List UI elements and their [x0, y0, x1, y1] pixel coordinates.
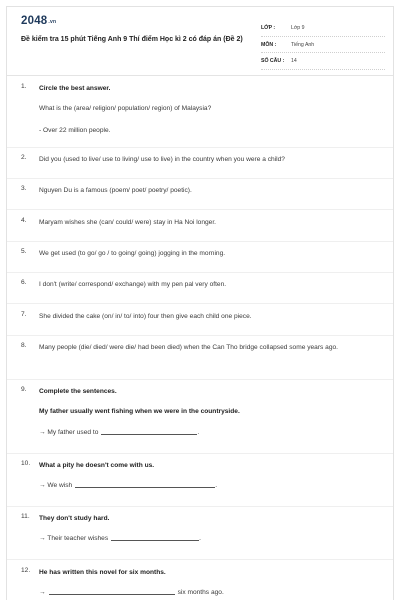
answer-blank[interactable] — [101, 428, 200, 436]
question-sentence: What a pity he doesn't come with us. — [39, 462, 155, 469]
meta-key: MÔN : — [261, 41, 277, 48]
question-12-rewrite — [39, 588, 379, 598]
logo-tld: .vn — [48, 19, 57, 25]
document-header — [7, 7, 393, 71]
question-number: 1. — [21, 83, 27, 90]
header-divider — [7, 75, 393, 76]
question-number: 12. — [21, 567, 31, 574]
question-number: 5. — [21, 248, 27, 255]
separator — [7, 559, 393, 560]
rewrite-prefix: → — [39, 589, 46, 596]
question-text: She divided the cake (on/ in/ to/ into) four then give each child one piece. — [39, 313, 252, 320]
rewrite-prefix: → Their teacher wishes — [39, 535, 109, 542]
question-sentence: He has written this novel for six months. — [39, 569, 166, 576]
question-text: I don't (write/ correspond/ exchange) with my pen pal very often. — [39, 281, 227, 288]
rewrite-tail: . — [197, 429, 200, 436]
question-number: 6. — [21, 279, 27, 286]
meta-key: LỚP : — [261, 25, 276, 31]
separator — [7, 178, 393, 179]
question-text: Maryam wishes she (can/ could/ were) stay in Ha Noi longer. — [39, 219, 217, 226]
question-number: 4. — [21, 217, 27, 224]
question-instruction: Complete the sentences. — [39, 388, 117, 395]
separator — [7, 147, 393, 148]
question-1-answer: - Over 22 million people. — [39, 127, 111, 134]
question-sentence: They don't study hard. — [39, 515, 110, 522]
question-number: 8. — [21, 342, 27, 349]
meta-row-class — [261, 20, 385, 37]
meta-value: Tiếng Anh — [291, 41, 315, 48]
meta-row-subject — [261, 37, 385, 54]
question-text: Nguyen Du is a famous (poem/ poet/ poetry/ poetic). — [39, 187, 192, 194]
question-number: 2. — [21, 154, 27, 161]
separator — [7, 303, 393, 304]
answer-blank[interactable] — [49, 588, 175, 595]
question-9-rewrite — [39, 428, 379, 438]
answer-blank[interactable] — [111, 534, 199, 541]
rewrite-tail: six months ago. — [177, 589, 224, 596]
question-number: 10. — [21, 460, 31, 467]
meta-value: 14 — [291, 58, 297, 64]
rewrite-prefix: → We wish — [39, 482, 73, 489]
question-text: Did you (used to live/ use to living/ use to live) in the country when you were a child? — [39, 156, 285, 163]
rewrite-tail: . — [215, 482, 218, 489]
separator — [7, 335, 393, 336]
separator — [7, 379, 393, 380]
question-text: We get used (to go/ go / to going/ going) jogging in the morning. — [39, 250, 226, 257]
document-title: Đề kiểm tra 15 phút Tiếng Anh 9 Thí điểm Học kì 2 có đáp án (Đề 2) — [21, 36, 243, 43]
question-number: 3. — [21, 185, 27, 192]
separator — [7, 209, 393, 210]
question-number: 11. — [21, 513, 30, 520]
rewrite-prefix: → My father used to — [39, 429, 99, 436]
meta-row-count — [261, 53, 385, 70]
separator — [7, 241, 393, 242]
document-page — [6, 6, 394, 600]
separator — [7, 453, 393, 454]
question-number: 9. — [21, 386, 27, 393]
question-1-prompt: What is the (area/ religion/ population/ region) of Malaysia? — [39, 105, 212, 112]
separator — [7, 272, 393, 273]
question-10-rewrite — [39, 481, 379, 491]
question-number: 7. — [21, 311, 27, 318]
meta-key: SỐ CÂU : — [261, 58, 285, 64]
meta-value: Lớp 9 — [291, 25, 305, 31]
rewrite-tail: . — [199, 535, 201, 542]
meta-box — [261, 20, 385, 70]
answer-blank[interactable] — [75, 481, 218, 489]
separator — [7, 506, 393, 507]
question-instruction: Circle the best answer. — [39, 85, 111, 92]
question-9-sentence: My father usually went fishing when we were in the countryside. — [39, 408, 240, 415]
site-logo[interactable] — [21, 15, 56, 27]
logo-text: 2048 — [21, 15, 48, 27]
question-text: Many people (die/ died/ were die/ had been died) when the Can Tho bridge collapsed some years ago. — [39, 344, 338, 351]
question-11-rewrite — [39, 534, 379, 544]
